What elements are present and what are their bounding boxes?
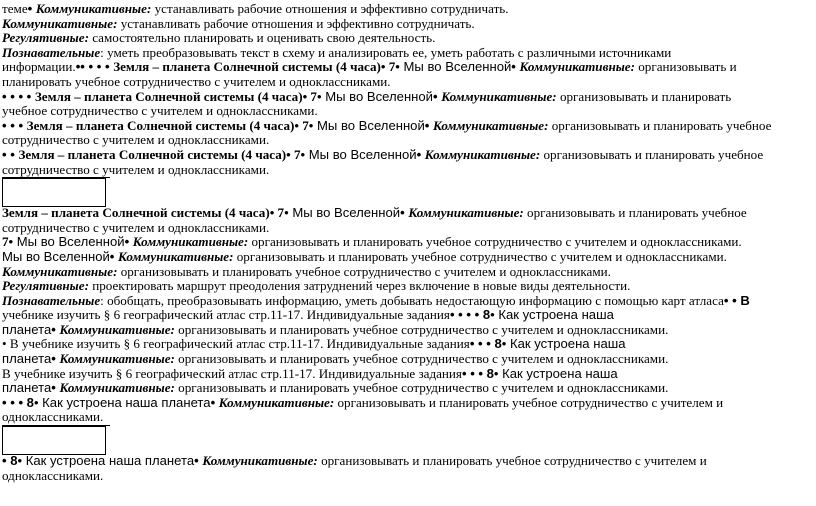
lesson-title: • Как устроена наша: [493, 365, 618, 381]
lesson-number: • 7: [294, 117, 309, 133]
label-communicative: Коммуникативные:: [2, 263, 118, 279]
bullet-glyph: • • • 8: [469, 336, 502, 352]
bullet-glyph: • • • 8: [461, 365, 494, 381]
paragraph-14: [2, 337, 814, 366]
paragraph-text: • В учебнике изучить § 6 географический атлас стр.11-17. Индивидуальные задания: [2, 336, 470, 352]
label-cognitive: Познавательные: [2, 292, 101, 308]
paragraph-text: одноклассниками.: [2, 467, 104, 483]
label-communicative: Коммуникативные:: [132, 234, 249, 250]
bullet-glyph: •: [416, 146, 425, 162]
paragraph-12: [2, 279, 814, 294]
bullet-glyph: •: [51, 321, 60, 337]
paragraph-6: [2, 119, 814, 148]
label-communicative: Коммуникативные:: [118, 248, 234, 264]
paragraph-text: сотрудничество с учителем и одноклассниками.: [2, 132, 270, 148]
label-regulative: Регулятивные:: [2, 30, 89, 46]
paragraph-text: организовывать и планировать: [556, 88, 732, 104]
lesson-number: • 7: [302, 88, 317, 104]
paragraph-text: организовывать и планировать учебное сотрудничество с учителем и одноклассниками.: [174, 351, 669, 367]
lesson-number: • 7: [286, 146, 301, 162]
bullet-glyph: •: [400, 205, 409, 221]
label-cognitive: Познавательные: [2, 44, 101, 60]
paragraph-3: [2, 31, 814, 46]
paragraph-text: организовывать и планировать учебное сотрудничество с учителем и одноклассниками.: [248, 234, 742, 250]
label-communicative: Коммуникативные:: [59, 351, 175, 367]
bullet-glyph: •: [51, 351, 60, 367]
label-communicative: Коммуникативные:: [408, 205, 524, 221]
label-communicative: Коммуникативные:: [519, 59, 635, 75]
bullet-glyph: •: [511, 59, 520, 75]
paragraph-text: устанавливать рабочие отношения и эффективно сотрудничать.: [117, 15, 475, 31]
paragraph-5: [2, 90, 814, 119]
paragraph-text: организовывать и планировать учебное сотрудничество с учителем и одноклассниками.: [174, 321, 669, 337]
bullet-glyph: •: [109, 248, 119, 264]
bullet-glyph: • •: [2, 146, 19, 162]
bullet-glyph: • • • 8: [2, 394, 34, 410]
lesson-title: • Мы во Вселенной: [8, 234, 125, 250]
lesson-title: планета: [2, 380, 52, 396]
paragraph-text: учебное сотрудничество с учителем и одноклассниками.: [2, 103, 318, 119]
paragraph-1: [2, 2, 814, 17]
paragraph-17: [2, 454, 814, 483]
paragraph-text: В учебнике изучить § 6 географический атлас стр.11-17. Индивидуальные задания: [2, 365, 462, 381]
bullet-glyph: •• • • •: [75, 59, 114, 75]
text-fragment: теме: [2, 1, 28, 16]
document-body: [2, 2, 814, 483]
section-heading: Земля – планета Солнечной системы (4 часа): [113, 59, 381, 75]
paragraph-7: [2, 148, 814, 177]
bullet-glyph: • • В: [723, 292, 750, 308]
lesson-title: планета: [2, 321, 52, 337]
label-communicative: Коммуникативные:: [441, 88, 557, 104]
bullet-glyph: •: [433, 88, 442, 104]
paragraph-text: организовывать и: [634, 59, 737, 75]
lesson-number: • 7: [269, 205, 285, 221]
paragraph-text: организовывать и планировать учебное сотрудничество с учителем и одноклассниками.: [117, 263, 611, 279]
paragraph-text: устанавливать рабочие отношения и эффективно сотрудничать.: [151, 1, 509, 16]
paragraph-text: сотрудничество с учителем и одноклассниками.: [2, 161, 270, 177]
section-heading: Земля – планета Солнечной системы (4 часа): [2, 205, 270, 221]
paragraph-16: [2, 396, 814, 425]
bullet-glyph: •: [124, 234, 133, 250]
paragraph-text: организовывать и планировать учебное: [523, 205, 747, 221]
label-communicative: Коммуникативные:: [202, 453, 318, 469]
bullet-glyph: •: [27, 1, 36, 16]
paragraph-text: организовывать и планировать учебное: [548, 117, 772, 133]
paragraph-text: одноклассниками.: [2, 409, 104, 425]
paragraph-text: самостоятельно планировать и оценивать свою деятельность.: [88, 30, 436, 46]
label-communicative: Коммуникативные:: [2, 15, 118, 31]
lesson-title: • Как устроена наша планета: [33, 394, 211, 410]
bullet-glyph: •: [51, 380, 60, 396]
bullet-glyph: • • •: [2, 117, 27, 133]
paragraph-text: организовывать и планировать учебное: [540, 146, 764, 162]
paragraph-text: организовывать и планировать учебное сотрудничество с учителем и: [317, 453, 707, 469]
label-communicative: Коммуникативные:: [59, 321, 175, 337]
lesson-title: • Мы во Вселенной: [284, 205, 401, 221]
paragraph-2: [2, 17, 814, 32]
section-heading: Земля – планета Солнечной системы (4 часа): [34, 88, 303, 104]
lesson-number: • 7: [380, 59, 396, 75]
paragraph-text: информации.: [2, 59, 76, 75]
paragraph-text: проектировать маршрут преодоления затруднений через включение в новые виды деятельности.: [88, 278, 631, 294]
lesson-title: • Как устроена наша планета: [17, 453, 195, 469]
section-heading: Земля – планета Солнечной системы (4 часа): [26, 117, 295, 133]
paragraph-9: [2, 235, 814, 250]
empty-frame: [2, 426, 106, 455]
bullet-glyph: • 8: [2, 453, 18, 469]
paragraph-13: [2, 294, 814, 338]
label-communicative: Коммуникативные:: [35, 1, 152, 16]
empty-frame: [2, 178, 106, 207]
section-heading: Земля – планета Солнечной системы (4 часа): [18, 146, 287, 162]
lesson-title: • Как устроена наша: [501, 336, 626, 352]
paragraph-text: организовывать и планировать учебное сотрудничество с учителем и: [334, 394, 724, 410]
lesson-number: 7: [2, 234, 9, 250]
label-communicative: Коммуникативные:: [59, 380, 175, 396]
bullet-glyph: • • • • 8: [449, 307, 491, 323]
paragraph-15: [2, 367, 814, 396]
paragraph-text: учебнике изучить § 6 географический атлас стр.11-17. Индивидуальные задания: [2, 307, 450, 323]
lesson-title: Мы во Вселенной: [2, 248, 110, 264]
label-communicative: Коммуникативные:: [424, 146, 541, 162]
lesson-title: • Мы во Вселенной: [308, 117, 425, 133]
paragraph-text: организовывать и планировать учебное сотрудничество с учителем и одноклассниками.: [174, 380, 669, 396]
paragraph-8: [2, 206, 814, 235]
paragraph-text: : обобщать, преобразовывать информацию, уметь добывать недостающую информацию с помощью карт атласа: [100, 292, 724, 308]
lesson-title: планета: [2, 351, 52, 367]
lesson-title: • Мы во Вселенной: [395, 59, 512, 75]
label-regulative: Регулятивные:: [2, 278, 89, 294]
bullet-glyph: •: [194, 453, 203, 469]
paragraph-text: : уметь преобразовывать текст в схему и анализировать ее, уметь работать с различными источниками: [100, 44, 672, 60]
label-communicative: Коммуникативные:: [433, 117, 549, 133]
bullet-glyph: •: [210, 394, 219, 410]
paragraph-text: сотрудничество с учителем и одноклассниками.: [2, 219, 270, 235]
bullet-glyph: • • • •: [2, 88, 35, 104]
lesson-title: • Мы во Вселенной: [300, 146, 417, 162]
paragraph-text: организовывать и планировать учебное сотрудничество с учителем и одноклассниками.: [233, 248, 727, 264]
lesson-title: • Как устроена наша: [490, 307, 614, 323]
paragraph-4: [2, 46, 814, 90]
paragraph-text: планировать учебное сотрудничество с учителем и одноклассниками.: [2, 73, 391, 89]
paragraph-11: [2, 265, 814, 280]
paragraph-10: [2, 250, 814, 265]
bullet-glyph: •: [424, 117, 434, 133]
label-communicative: Коммуникативные:: [218, 394, 335, 410]
lesson-title: • Мы во Вселенной: [316, 88, 433, 104]
